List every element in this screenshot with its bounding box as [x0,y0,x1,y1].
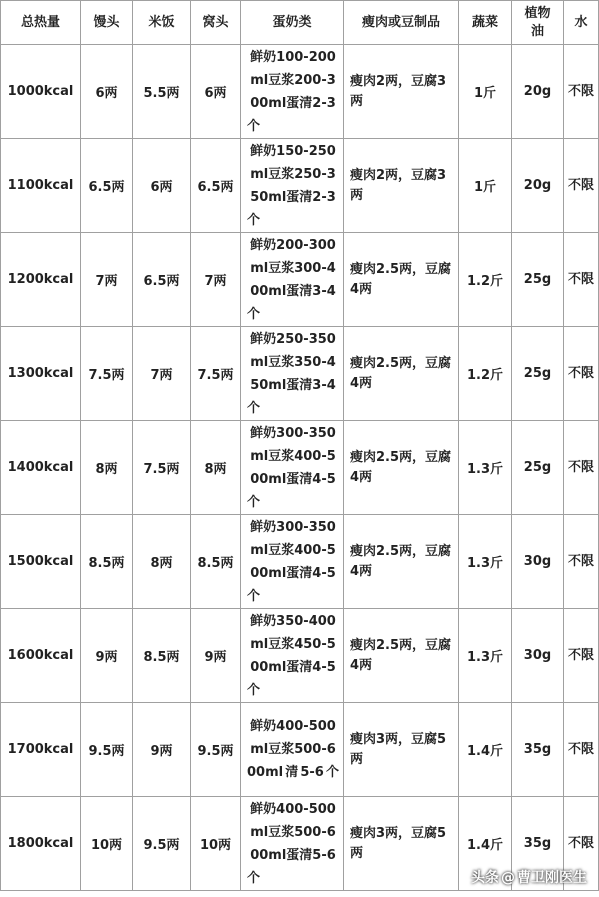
table-row [1,703,599,797]
cell-vegetables: 1斤 [459,139,512,233]
header-vegetables: 蔬菜 [459,1,512,45]
cell-oil: 30g [512,515,564,609]
cell-protein: 瘦肉3两，豆腐5两 [344,797,459,891]
header-mantou: 馒头 [81,1,133,45]
cell-calories: 1100kcal [1,139,81,233]
cell-dairy: 鲜奶200-300ml豆浆300-400ml蛋清3-4个 [241,233,344,327]
cell-rice: 8两 [133,515,191,609]
table-row [1,233,599,327]
cell-dairy: 鲜奶300-350ml豆浆400-500ml蛋清4-5个 [241,421,344,515]
cell-water: 不限 [564,797,599,891]
cell-dairy: 鲜奶150-250ml豆浆250-350ml蛋清2-3个 [241,139,344,233]
cell-oil: 35g [512,703,564,797]
cell-protein: 瘦肉2.5两，豆腐4两 [344,327,459,421]
cell-mantou: 8两 [81,421,133,515]
table-row [1,421,599,515]
cell-oil: 35g [512,797,564,891]
cell-wotou: 8两 [191,421,241,515]
cell-rice: 9两 [133,703,191,797]
cell-wotou: 9两 [191,609,241,703]
cell-calories: 1400kcal [1,421,81,515]
cell-calories: 1800kcal [1,797,81,891]
cell-calories: 1700kcal [1,703,81,797]
cell-calories: 1500kcal [1,515,81,609]
watermark [471,867,587,887]
cell-mantou: 6.5两 [81,139,133,233]
cell-rice: 9.5两 [133,797,191,891]
cell-protein: 瘦肉2.5两，豆腐4两 [344,515,459,609]
cell-calories: 1600kcal [1,609,81,703]
cell-mantou: 8.5两 [81,515,133,609]
cell-protein: 瘦肉2.5两，豆腐4两 [344,233,459,327]
cell-rice: 7两 [133,327,191,421]
cell-oil: 25g [512,327,564,421]
cell-mantou: 7两 [81,233,133,327]
cell-rice: 6两 [133,139,191,233]
cell-vegetables: 1.2斤 [459,327,512,421]
cell-vegetables: 1.2斤 [459,233,512,327]
cell-dairy: 鲜奶400-500ml豆浆500-600ml清5-6个 [241,703,344,797]
cell-dairy: 鲜奶350-400ml豆浆450-500ml蛋清4-5个 [241,609,344,703]
cell-water: 不限 [564,327,599,421]
table-row [1,45,599,139]
header-water: 水 [564,1,599,45]
watermark-separator: @ [501,870,515,886]
cell-vegetables: 1斤 [459,45,512,139]
cell-rice: 8.5两 [133,609,191,703]
cell-oil: 30g [512,609,564,703]
cell-mantou: 9两 [81,609,133,703]
cell-wotou: 7.5两 [191,327,241,421]
cell-mantou: 6两 [81,45,133,139]
header-dairy: 蛋奶类 [241,1,344,45]
cell-water: 不限 [564,421,599,515]
cell-protein: 瘦肉2两，豆腐3两 [344,45,459,139]
cell-oil: 20g [512,45,564,139]
cell-mantou: 9.5两 [81,703,133,797]
cell-wotou: 10两 [191,797,241,891]
cell-wotou: 8.5两 [191,515,241,609]
header-protein: 瘦肉或豆制品 [344,1,459,45]
cell-rice: 6.5两 [133,233,191,327]
cell-dairy: 鲜奶250-350ml豆浆350-450ml蛋清3-4个 [241,327,344,421]
cell-wotou: 6两 [191,45,241,139]
cell-calories: 1000kcal [1,45,81,139]
header-wotou: 窝头 [191,1,241,45]
cell-water: 不限 [564,139,599,233]
watermark-author: 曹卫刚医生 [517,870,587,886]
cell-calories: 1200kcal [1,233,81,327]
table-row [1,609,599,703]
cell-oil: 20g [512,139,564,233]
header-row [1,1,599,45]
cell-dairy: 鲜奶300-350ml豆浆400-500ml蛋清4-5个 [241,515,344,609]
cell-protein: 瘦肉2.5两，豆腐4两 [344,609,459,703]
cell-vegetables: 1.3斤 [459,421,512,515]
watermark-platform: 头条 [471,870,499,886]
cell-water: 不限 [564,703,599,797]
cell-mantou: 7.5两 [81,327,133,421]
table-row [1,139,599,233]
cell-water: 不限 [564,609,599,703]
cell-vegetables: 1.4斤 [459,703,512,797]
cell-water: 不限 [564,233,599,327]
cell-rice: 7.5两 [133,421,191,515]
table-row [1,327,599,421]
cell-wotou: 7两 [191,233,241,327]
cell-calories: 1300kcal [1,327,81,421]
cell-vegetables: 1.4斤 [459,797,512,891]
header-calories: 总热量 [1,1,81,45]
cell-mantou: 10两 [81,797,133,891]
cell-dairy: 鲜奶100-200ml豆浆200-300ml蛋清2-3个 [241,45,344,139]
table-row [1,515,599,609]
cell-oil: 25g [512,233,564,327]
cell-water: 不限 [564,45,599,139]
cell-wotou: 9.5两 [191,703,241,797]
cell-oil: 25g [512,421,564,515]
cell-water: 不限 [564,515,599,609]
cell-vegetables: 1.3斤 [459,609,512,703]
cell-rice: 5.5两 [133,45,191,139]
cell-protein: 瘦肉3两，豆腐5两 [344,703,459,797]
cell-wotou: 6.5两 [191,139,241,233]
header-oil: 植物油 [512,1,564,45]
cell-protein: 瘦肉2.5两，豆腐4两 [344,421,459,515]
cell-protein: 瘦肉2两，豆腐3两 [344,139,459,233]
header-rice: 米饭 [133,1,191,45]
cell-vegetables: 1.3斤 [459,515,512,609]
cell-dairy: 鲜奶400-500ml豆浆500-600ml蛋清5-6个 [241,797,344,891]
